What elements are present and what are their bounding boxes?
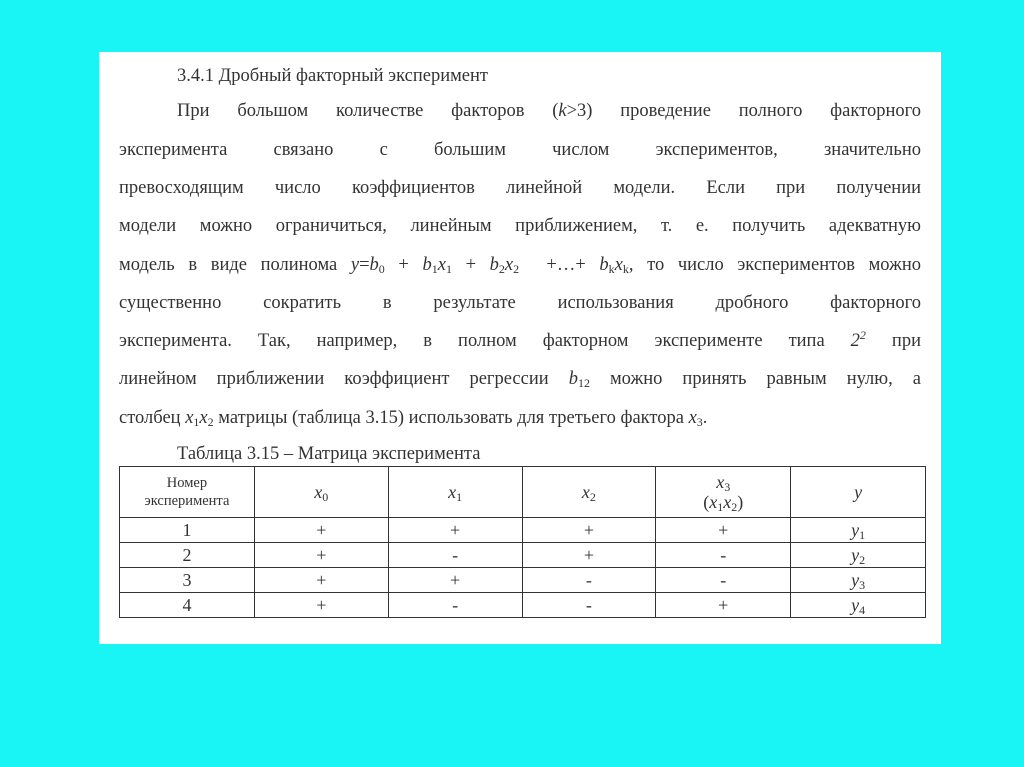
experiment-matrix-table [119,466,926,618]
header-x3: $x_3$ $(x_1x_2)$ [656,467,791,518]
header-x0: $x_0$ [254,467,388,518]
cell-x3: + [656,518,791,543]
table-caption: Таблица 3.15 – Матрица эксперимента [177,444,481,464]
paragraph-line-9: столбец $x_1x_2$ матрицы (таблица 3.15) использовать для третьего фактора $x_3$. [119,408,708,429]
section-heading: 3.4.1 Дробный факторный эксперимент [177,66,488,86]
cell-y: $y_2$ [791,543,926,568]
cell-experiment-number: 3 [120,568,255,593]
cell-x3: - [656,568,791,593]
cell-x0: + [254,518,388,543]
cell-experiment-number: 1 [120,518,255,543]
cell-x3: + [656,593,791,618]
cell-x0: + [254,568,388,593]
cell-x3: - [656,543,791,568]
cell-experiment-number: 4 [120,593,255,618]
table-header-row [120,467,926,518]
cell-x1: - [388,593,522,618]
paragraph-line-8: линейном приближении коэффициент регрессии $b_{12}$ можно принять равным нулю, а [119,369,921,390]
header-x1: $x_1$ [388,467,522,518]
cell-x1: - [388,543,522,568]
cell-x1: + [388,518,522,543]
paragraph-line-4: модели можно ограничиться, линейным приближением, т. е. получить адекватную [119,216,921,236]
paragraph-line-3: превосходящим число коэффициентов линейной модели. Если при получении [119,178,921,198]
table-row [120,543,926,568]
cell-x0: + [254,593,388,618]
cell-x2: - [522,568,656,593]
cell-x2: - [522,593,656,618]
paragraph-line-7: эксперимента. Так, например, в полном факторном эксперименте типа $2^2$ при [119,328,921,351]
header-experiment-number: Номер эксперимента [120,467,255,518]
table-row [120,593,926,618]
paragraph-line-5: модель в виде полинома $y=b_0 + b_1x_1 + b_2x_2$ +…+ $b_kx_k$, то число экспериментов можно [119,255,922,276]
header-y: y [791,467,926,518]
cell-y: $y_4$ [791,593,926,618]
document-page [99,52,941,644]
paragraph-line-6: существенно сократить в результате использования дробного факторного [119,293,921,313]
header-x2: $x_2$ [522,467,656,518]
table-row [120,568,926,593]
paragraph-line-1: При большом количестве факторов (k>3) проведение полного факторного [177,101,921,121]
cell-experiment-number: 2 [120,543,255,568]
table-row [120,518,926,543]
cell-x0: + [254,543,388,568]
paragraph-line-2: эксперимента связано с большим числом экспериментов, значительно [119,140,921,160]
cell-x1: + [388,568,522,593]
cell-x2: + [522,518,656,543]
cell-y: $y_3$ [791,568,926,593]
cell-y: $y_1$ [791,518,926,543]
cell-x2: + [522,543,656,568]
